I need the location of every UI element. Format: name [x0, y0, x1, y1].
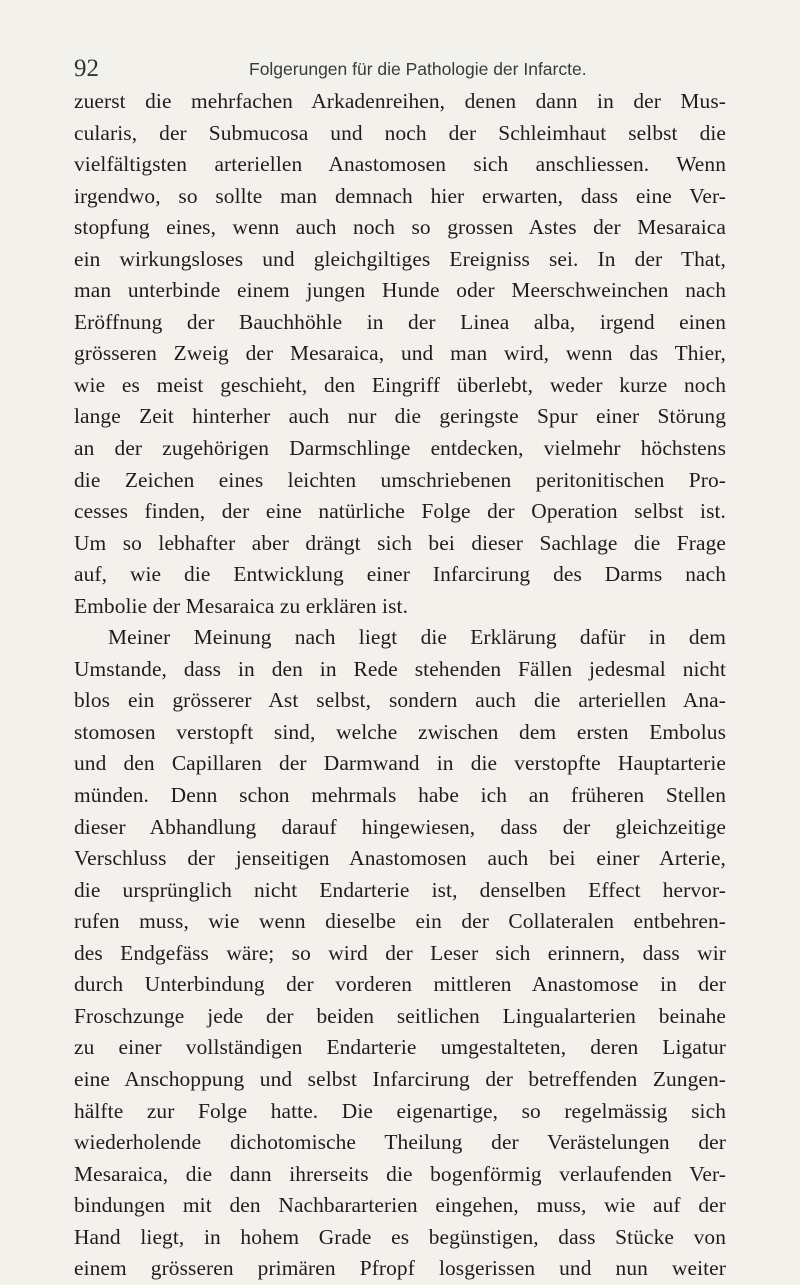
text-line: vielfältigsten arteriellen Anastomosen sich anschliessen. Wenn: [74, 152, 726, 177]
text-line: die ursprünglich nicht Endarterie ist, denselben Effect hervor-: [74, 877, 726, 902]
text-line: wie es meist geschieht, den Eingriff überlebt, weder kurze noch: [74, 372, 726, 397]
text-line: stopfung eines, wenn auch noch so grossen Astes der Mesaraica: [74, 215, 726, 240]
text-line: des Endgefäss wäre; so wird der Leser sich erinnern, dass wir: [74, 940, 726, 965]
text-line: dieser Abhandlung darauf hingewiesen, dass der gleichzeitige: [74, 814, 726, 839]
text-line: eine Anschoppung und selbst Infarcirung der betreffenden Zungen-: [74, 1066, 726, 1091]
text-line: ein wirkungsloses und gleichgiltiges Ereigniss sei. In der That,: [74, 246, 726, 271]
text-line: wiederholende dichotomische Theilung der Verästelungen der: [74, 1130, 726, 1155]
text-line: stomosen verstopft sind, welche zwischen dem ersten Embolus: [74, 719, 726, 744]
text-line: Hand liegt, in hohem Grade es begünstigen, dass Stücke von: [74, 1224, 726, 1249]
text-line: grösseren Zweig der Mesaraica, und man wird, wenn das Thier,: [74, 341, 726, 366]
text-line: rufen muss, wie wenn dieselbe ein der Collateralen entbehren-: [74, 909, 726, 934]
text-line: irgendwo, so sollte man demnach hier erwarten, dass eine Ver-: [74, 183, 726, 208]
text-line: auf, wie die Entwicklung einer Infarcirung des Darms nach: [74, 562, 726, 587]
text-line: blos ein grösserer Ast selbst, sondern auch die arteriellen Ana-: [74, 688, 726, 713]
text-line: münden. Denn schon mehrmals habe ich an früheren Stellen: [74, 783, 726, 808]
text-line: cularis, der Submucosa und noch der Schleimhaut selbst die: [74, 120, 726, 145]
text-line: Verschluss der jenseitigen Anastomosen auch bei einer Arterie,: [74, 846, 726, 871]
text-line: durch Unterbindung der vorderen mittleren Anastomose in der: [74, 972, 726, 997]
text-line: Mesaraica, die dann ihrerseits die bogenförmig verlaufenden Ver-: [74, 1161, 726, 1186]
page-header: [74, 52, 726, 86]
text-line: Umstande, dass in den in Rede stehenden Fällen jedesmal nicht: [74, 656, 726, 681]
text-line: Eröffnung der Bauchhöhle in der Linea alba, irgend einen: [74, 309, 726, 334]
text-line: zuerst die mehrfachen Arkadenreihen, denen dann in der Mus-: [74, 89, 726, 113]
text-line: einem grösseren primären Pfropf losgerissen und nun weiter: [74, 1256, 726, 1281]
paragraph-start-line: Meiner Meinung nach liegt die Erklärung dafür in dem: [108, 625, 726, 650]
text-line: hälfte zur Folge hatte. Die eigenartige, so regelmässig sich: [74, 1098, 726, 1123]
text-line: Um so lebhafter aber drängt sich bei dieser Sachlage die Frage: [74, 530, 726, 555]
text-line: zu einer vollständigen Endarterie umgestalteten, deren Ligatur: [74, 1035, 726, 1060]
text-line: man unterbinde einem jungen Hunde oder Meerschweinchen nach: [74, 278, 726, 303]
text-line: die Zeichen eines leichten umschriebenen peritonitischen Pro-: [74, 467, 726, 492]
body-text: [74, 86, 726, 1285]
running-head: Folgerungen für die Pathologie der Infarcte.: [249, 59, 587, 79]
text-line: bindungen mit den Nachbararterien eingehen, muss, wie auf der: [74, 1193, 726, 1218]
text-line: an der zugehörigen Darmschlinge entdecken, vielmehr höchstens: [74, 436, 726, 461]
text-line: und den Capillaren der Darmwand in die verstopfte Hauptarterie: [74, 751, 726, 776]
text-line: Froschzunge jede der beiden seitlichen Lingualarterien beinahe: [74, 1003, 726, 1028]
page-number: 92: [74, 55, 99, 82]
text-line: lange Zeit hinterher auch nur die geringste Spur einer Störung: [74, 404, 726, 429]
text-line: cesses finden, der eine natürliche Folge der Operation selbst ist.: [74, 499, 726, 524]
paragraph-end-line: Embolie der Mesaraica zu erklären ist.: [74, 593, 409, 618]
